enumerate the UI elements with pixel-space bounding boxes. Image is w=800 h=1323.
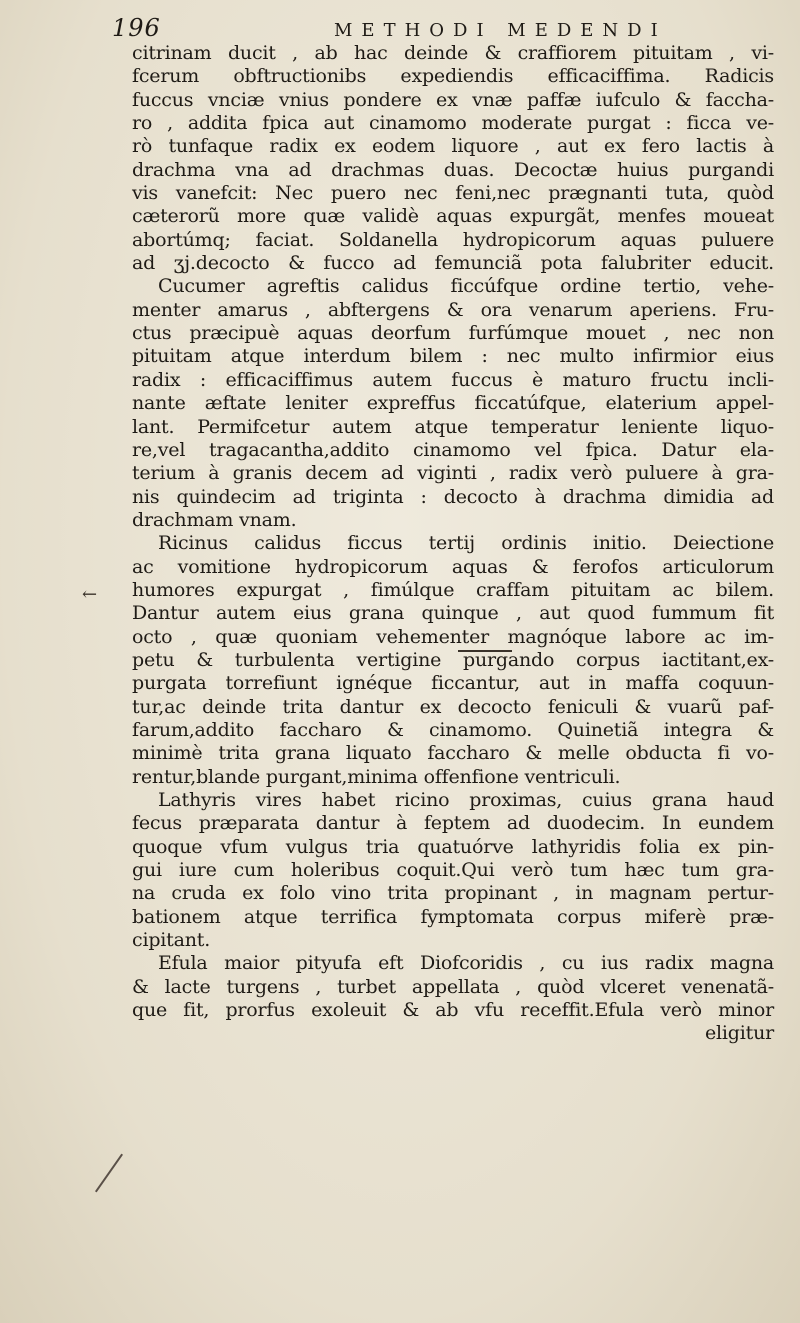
- paragraph-start-line: Efula maior pityufa eft Diofcoridis , cu ius radix magna: [158, 952, 774, 975]
- text-line: farum,addito faccharo & cinamomo. Quinetiã integra &: [132, 718, 774, 741]
- text-line: petu & turbulenta vertigine purgando corpus iactitant,ex-: [132, 648, 774, 671]
- text-line: bationem atque terrifica fymptomata corpus miferè præ-: [132, 905, 774, 928]
- text-line: drachma vna ad drachmas duas. Decoctæ huius purgandi: [132, 158, 774, 181]
- text-line: ro , addita fpica aut cinamomo moderate purgat : ficca ve-: [132, 112, 774, 135]
- text-line: Dantur autem eius grana quinque , aut quod fummum fit: [132, 602, 774, 625]
- text-line: octo , quæ quoniam vehementer magnóque labore ac im-: [132, 625, 774, 648]
- text-line: ac vomitione hydropicorum aquas & ferofos articulorum: [132, 555, 774, 578]
- text-line: vis vanefcit: Nec puero nec feni,nec prægnanti tuta, quòd: [132, 182, 774, 205]
- text-line: ctus præcipuè aquas deorfum furfúmque mouet , nec non: [132, 322, 774, 345]
- text-line: minimè trita grana liquato faccharo & melle obducta fi vo-: [132, 742, 774, 765]
- text-line: cæterorũ more quæ validè aquas expurgãt, menfes moueat: [132, 205, 774, 228]
- text-line: rò tunfaque radix ex eodem liquore , aut ex fero lactis à: [132, 135, 774, 158]
- paragraph-start-line: Lathyris vires habet ricino proximas, cuius grana haud: [158, 789, 774, 811]
- text-line: abortúmq; faciat. Soldanella hydropicorum aquas puluere: [132, 228, 774, 251]
- text-line: fuccus vnciæ vnius pondere ex vnæ paffæ iufculo & faccha-: [132, 88, 774, 111]
- paragraph-end-line: cipitant.: [132, 929, 211, 952]
- margin-arrow-mark: ←: [82, 584, 98, 605]
- body-text: [132, 42, 774, 1046]
- text-line: humores expurgat , fimúlque craffam pituitam ac bilem.: [132, 578, 774, 601]
- paragraph-start-line: Cucumer agreftis calidus ficcúfque ordine tertio, vehe-: [158, 275, 774, 298]
- text-line: lant. Permifcetur autem atque temperatur leniente liquo-: [132, 415, 774, 438]
- text-line: fecus præparata dantur à feptem ad duodecim. In eundem: [132, 812, 774, 835]
- text-line: menter amarus , abftergens & ora venarum aperiens. Fru-: [132, 298, 774, 321]
- text-line: gui iure cum holeribus coquit.Qui verò tum hæc tum gra-: [132, 859, 774, 882]
- text-line: terium à granis decem ad viginti , radix verò puluere à gra-: [132, 462, 774, 485]
- text-line: citrinam ducit , ab hac deinde & craffiorem pituitam , vi-: [132, 42, 774, 64]
- paragraph-end-line: drachmam vnam.: [132, 508, 297, 531]
- text-line: radix : efficaciffimus autem fuccus è maturo fructu incli-: [132, 368, 774, 391]
- page-number: 196: [112, 14, 161, 42]
- text-line: na cruda ex folo vino trita propinant , in magnam pertur-: [132, 882, 774, 905]
- pen-stroke-mark: [95, 1154, 123, 1193]
- paragraph-end-line: rentur,blande purgant,minima offenfione ventriculi.: [132, 765, 621, 788]
- running-head: METHODI MEDENDI: [334, 20, 667, 41]
- paragraph-start-line: Ricinus calidus ficcus tertij ordinis initio. Deiectione: [158, 532, 774, 555]
- text-line: quoque vfum vulgus tria quatuórve lathyridis folia ex pin-: [132, 835, 774, 858]
- text-line: re,vel tragacantha,addito cinamomo vel fpica. Datur ela-: [132, 438, 774, 461]
- page-header: [112, 12, 772, 46]
- text-line: tur,ac deinde trita dantur ex decocto feniculi & vuarũ paf-: [132, 695, 774, 718]
- text-line: & lacte turgens , turbet appellata , quòd vlceret venenatã-: [132, 975, 774, 998]
- text-line: ad ʒj.decocto & fucco ad femunciã pota falubriter educit.: [132, 252, 774, 275]
- text-line: pituitam atque interdum bilem : nec multo infirmior eius: [132, 345, 774, 368]
- text-line: nante æftate leniter expreffus ficcatúfque, elaterium appel-: [132, 392, 774, 415]
- text-line: fcerum obftructionibs expediendis efficaciffima. Radicis: [132, 65, 774, 88]
- text-line: que fit, prorfus exoleuit & ab vfu receffit.Efula verò minor: [132, 999, 774, 1022]
- catchword: eligitur: [705, 1022, 774, 1045]
- text-line: purgata torrefiunt ignéque ficcantur, aut in maffa coquun-: [132, 672, 774, 695]
- text-line: nis quindecim ad triginta : decocto à drachma dimidia ad: [132, 485, 774, 508]
